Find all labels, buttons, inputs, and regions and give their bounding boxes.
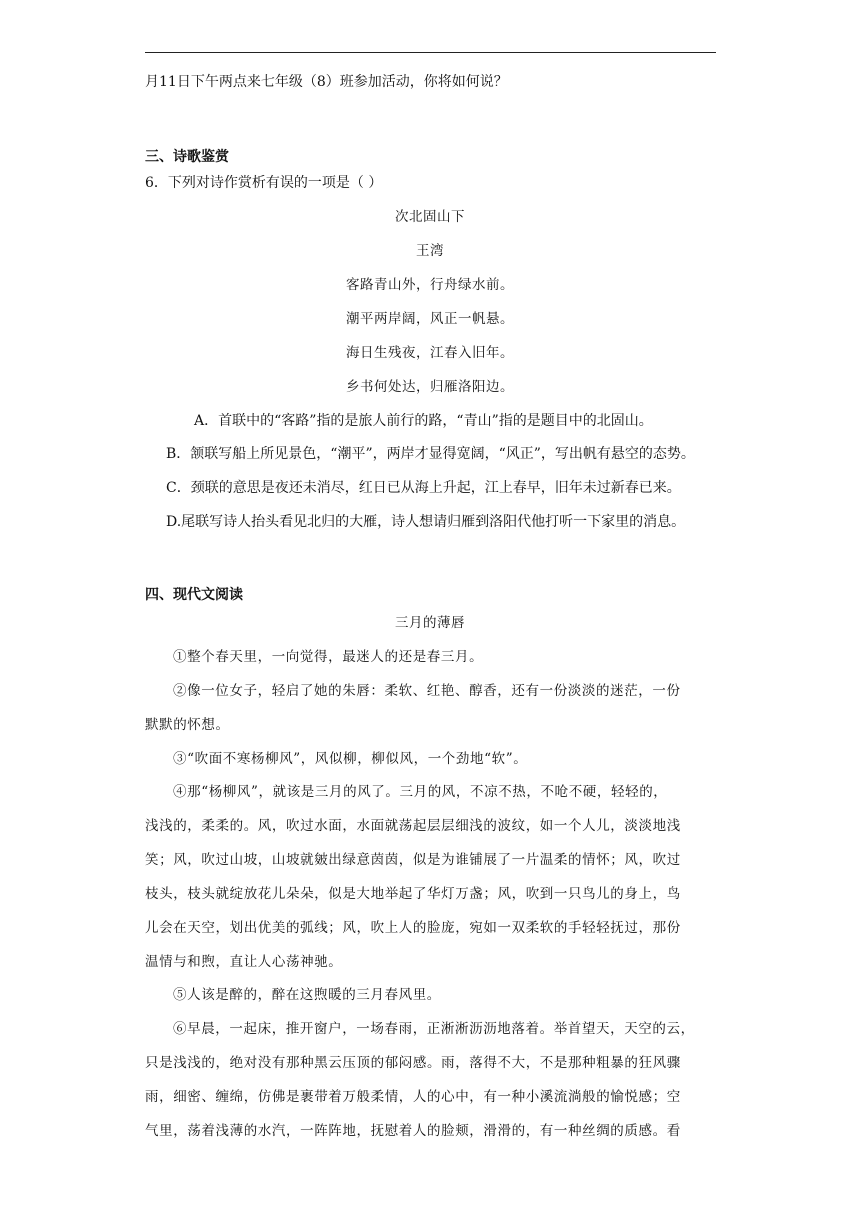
essay-line: ⑤人该是醉的，醉在这煦暖的三月春风里。 (173, 987, 441, 1003)
essay-line: 浅浅的，柔柔的。风，吹过水面，水面就荡起层层细浅的波纹，如一个人儿，淡淡地浅 (145, 818, 681, 834)
essay-line: 气里，荡着浅薄的水汽，一阵阵地，抚慰着人的脸颊，滑滑的，有一种丝绸的质感。看 (145, 1123, 681, 1139)
essay-line: ③“吹面不寒杨柳风”，风似柳，柳似风，一个劲地“软”。 (173, 751, 528, 767)
continuation-text: 月11日下午两点来七年级（8）班参加活动，你将如何说？ (145, 74, 508, 90)
question-6: 6．下列对诗作赏析有误的一项是（ ） (145, 175, 383, 191)
essay-line: 笑；风，吹过山坡，山坡就皴出绿意茵茵，似是为谁铺展了一片温柔的情怀；风，吹过 (145, 852, 681, 868)
option-a: A．首联中的“客路”指的是旅人前行的路，“青山”指的是题目中的北固山。 (194, 413, 653, 429)
poem-line: 客路青山外，行舟绿水前。 (346, 277, 514, 293)
essay-line: ①整个春天里，一向觉得，最迷人的还是春三月。 (173, 649, 484, 665)
poem-line: 海日生残夜，江春入旧年。 (346, 345, 514, 361)
essay-line: 温情与和煦，直让人心荡神驰。 (145, 954, 343, 970)
poem-line: 乡书何处达，归雁洛阳边。 (346, 379, 514, 395)
section-heading-modern-reading: 四、现代文阅读 (145, 587, 243, 603)
essay-line: 儿会在天空，划出优美的弧线；风，吹上人的脸庞，宛如一双柔软的手轻轻抚过，那份 (145, 920, 681, 936)
essay-line: ④那“杨柳风”，就该是三月的风了。三月的风，不凉不热，不呛不硬，轻轻的， (173, 784, 668, 800)
header-rule (145, 52, 716, 53)
poem-title: 次北固山下 (395, 209, 465, 225)
essay-line: 只是浅浅的，绝对没有那种黑云压顶的郁闷感。雨，落得不大，不是那种粗暴的狂风骤 (145, 1055, 681, 1071)
essay-line: 默默的怀想。 (145, 717, 230, 733)
essay-title: 三月的薄唇 (395, 615, 465, 631)
essay-line: 雨，细密、缠绵，仿佛是裹带着万般柔情，人的心中，有一种小溪流淌般的愉悦感；空 (145, 1089, 681, 1105)
option-c: C．颈联的意思是夜还未消尽，红日已从海上升起，江上春早，旧年未过新春已来。 (166, 480, 681, 496)
option-d: D.尾联写诗人抬头看见北归的大雁，诗人想请归雁到洛阳代他打听一下家里的消息。 (166, 514, 686, 530)
essay-line: ⑥早晨，一起床，推开窗户，一场春雨，正淅淅沥沥地落着。举首望天，天空的云， (173, 1021, 695, 1037)
essay-line: 枝头，枝头就绽放花儿朵朵，似是大地举起了华灯万盏；风，吹到一只鸟儿的身上，鸟 (145, 886, 681, 902)
poem-author: 王湾 (416, 243, 444, 259)
poem-line: 潮平两岸阔，风正一帆悬。 (346, 311, 514, 327)
essay-line: ②像一位女子，轻启了她的朱唇：柔软、红艳、醇香，还有一份淡淡的迷茫，一份 (173, 683, 681, 699)
section-heading-poetry: 三、诗歌鉴赏 (145, 149, 229, 165)
option-b: B．颔联写船上所见景色，“潮平”，两岸才显得宽阔，“风正”，写出帆有悬空的态势。 (166, 446, 695, 462)
